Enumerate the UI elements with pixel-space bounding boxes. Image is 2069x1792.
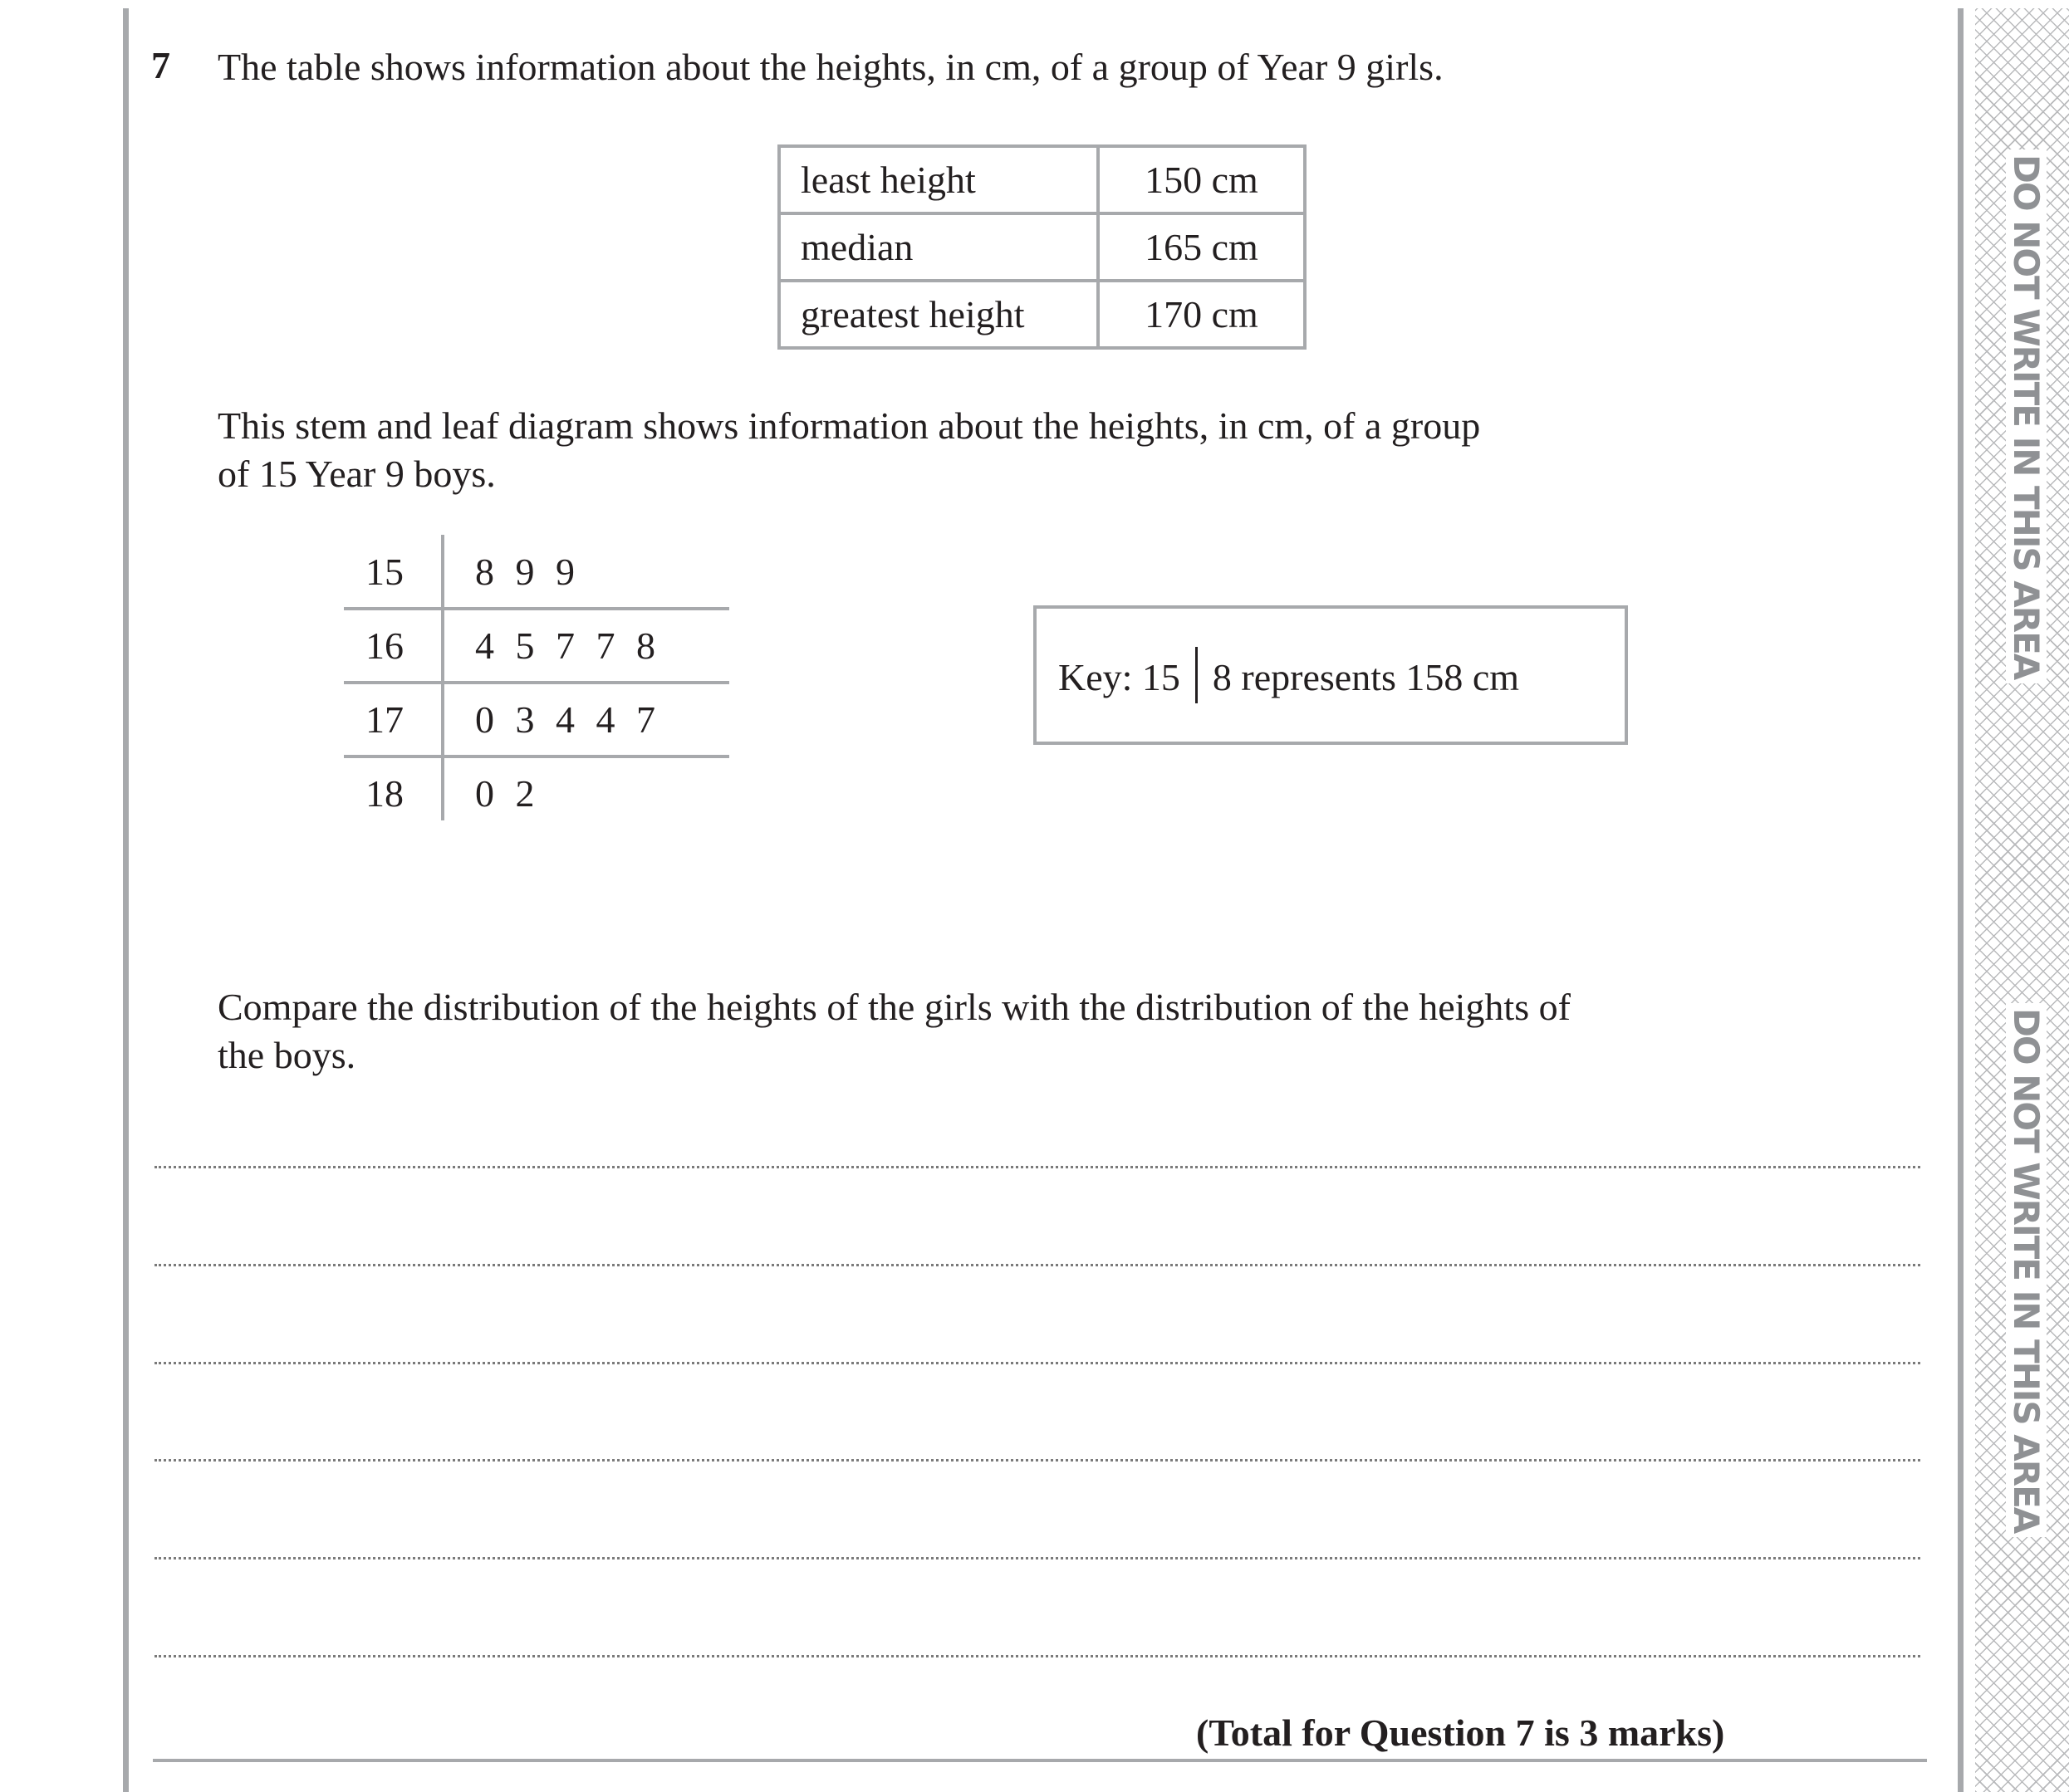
stem-leaf-divider <box>441 535 444 820</box>
question-intro: The table shows information about the heights, in cm, of a group of Year 9 girls. <box>218 46 1444 88</box>
question-prompt <box>218 983 1571 1080</box>
boys-intro-line-1: This stem and leaf diagram shows information about the heights, in cm, of a group <box>218 404 1481 447</box>
stem-leaf-row <box>344 607 729 681</box>
table-row <box>779 281 1305 348</box>
leaves: 8 9 9 <box>475 551 575 593</box>
left-margin-rule <box>123 8 129 1792</box>
prompt-line-1: Compare the distribution of the heights of the girls with the distribution of the heights of <box>218 986 1571 1028</box>
stem: 17 <box>365 698 404 741</box>
table-cell-label: least height <box>779 146 1098 213</box>
stem-leaf-row <box>344 755 729 829</box>
answer-line[interactable] <box>154 1655 1920 1657</box>
stem-leaf-row <box>344 681 729 755</box>
margin-warning-bottom-text: DO NOT WRITE IN THIS AREA <box>2006 1003 2047 1537</box>
answer-line[interactable] <box>154 1166 1920 1168</box>
table-row <box>779 213 1305 281</box>
answer-line[interactable] <box>154 1264 1920 1266</box>
stem: 18 <box>365 772 404 815</box>
table-cell-label: median <box>779 213 1098 281</box>
question-number: 7 <box>151 44 170 86</box>
answer-line[interactable] <box>154 1557 1920 1559</box>
stem-and-leaf-diagram <box>344 536 729 829</box>
key-suffix: 8 represents 158 cm <box>1212 656 1520 698</box>
table-cell-label: greatest height <box>779 281 1098 348</box>
boys-intro-line-2: of 15 Year 9 boys. <box>218 453 496 495</box>
right-margin-rule <box>1958 8 1964 1792</box>
table-cell-value: 150 cm <box>1098 146 1305 213</box>
boys-intro <box>218 402 1480 498</box>
key-text <box>1058 655 1519 703</box>
table-cell-value: 165 cm <box>1098 213 1305 281</box>
answer-line[interactable] <box>154 1362 1920 1364</box>
leaves: 0 2 <box>475 772 535 815</box>
stem: 15 <box>365 551 404 593</box>
answer-line[interactable] <box>154 1459 1920 1462</box>
table-cell-value: 170 cm <box>1098 281 1305 348</box>
key-prefix: Key: 15 <box>1058 656 1180 698</box>
total-marks: (Total for Question 7 is 3 marks) <box>1196 1711 1725 1754</box>
prompt-line-2: the boys. <box>218 1034 356 1076</box>
stem-leaf-row <box>344 536 729 607</box>
stem: 16 <box>365 624 404 667</box>
margin-warning-top-text: DO NOT WRITE IN THIS AREA <box>2006 149 2047 683</box>
key-divider <box>1195 647 1198 703</box>
leaves: 0 3 4 4 7 <box>475 698 655 741</box>
table-row <box>779 146 1305 213</box>
bottom-rule <box>153 1759 1927 1762</box>
stem-leaf-key <box>1033 605 1628 745</box>
leaves: 4 5 7 7 8 <box>475 624 655 667</box>
girls-heights-table <box>777 144 1307 350</box>
